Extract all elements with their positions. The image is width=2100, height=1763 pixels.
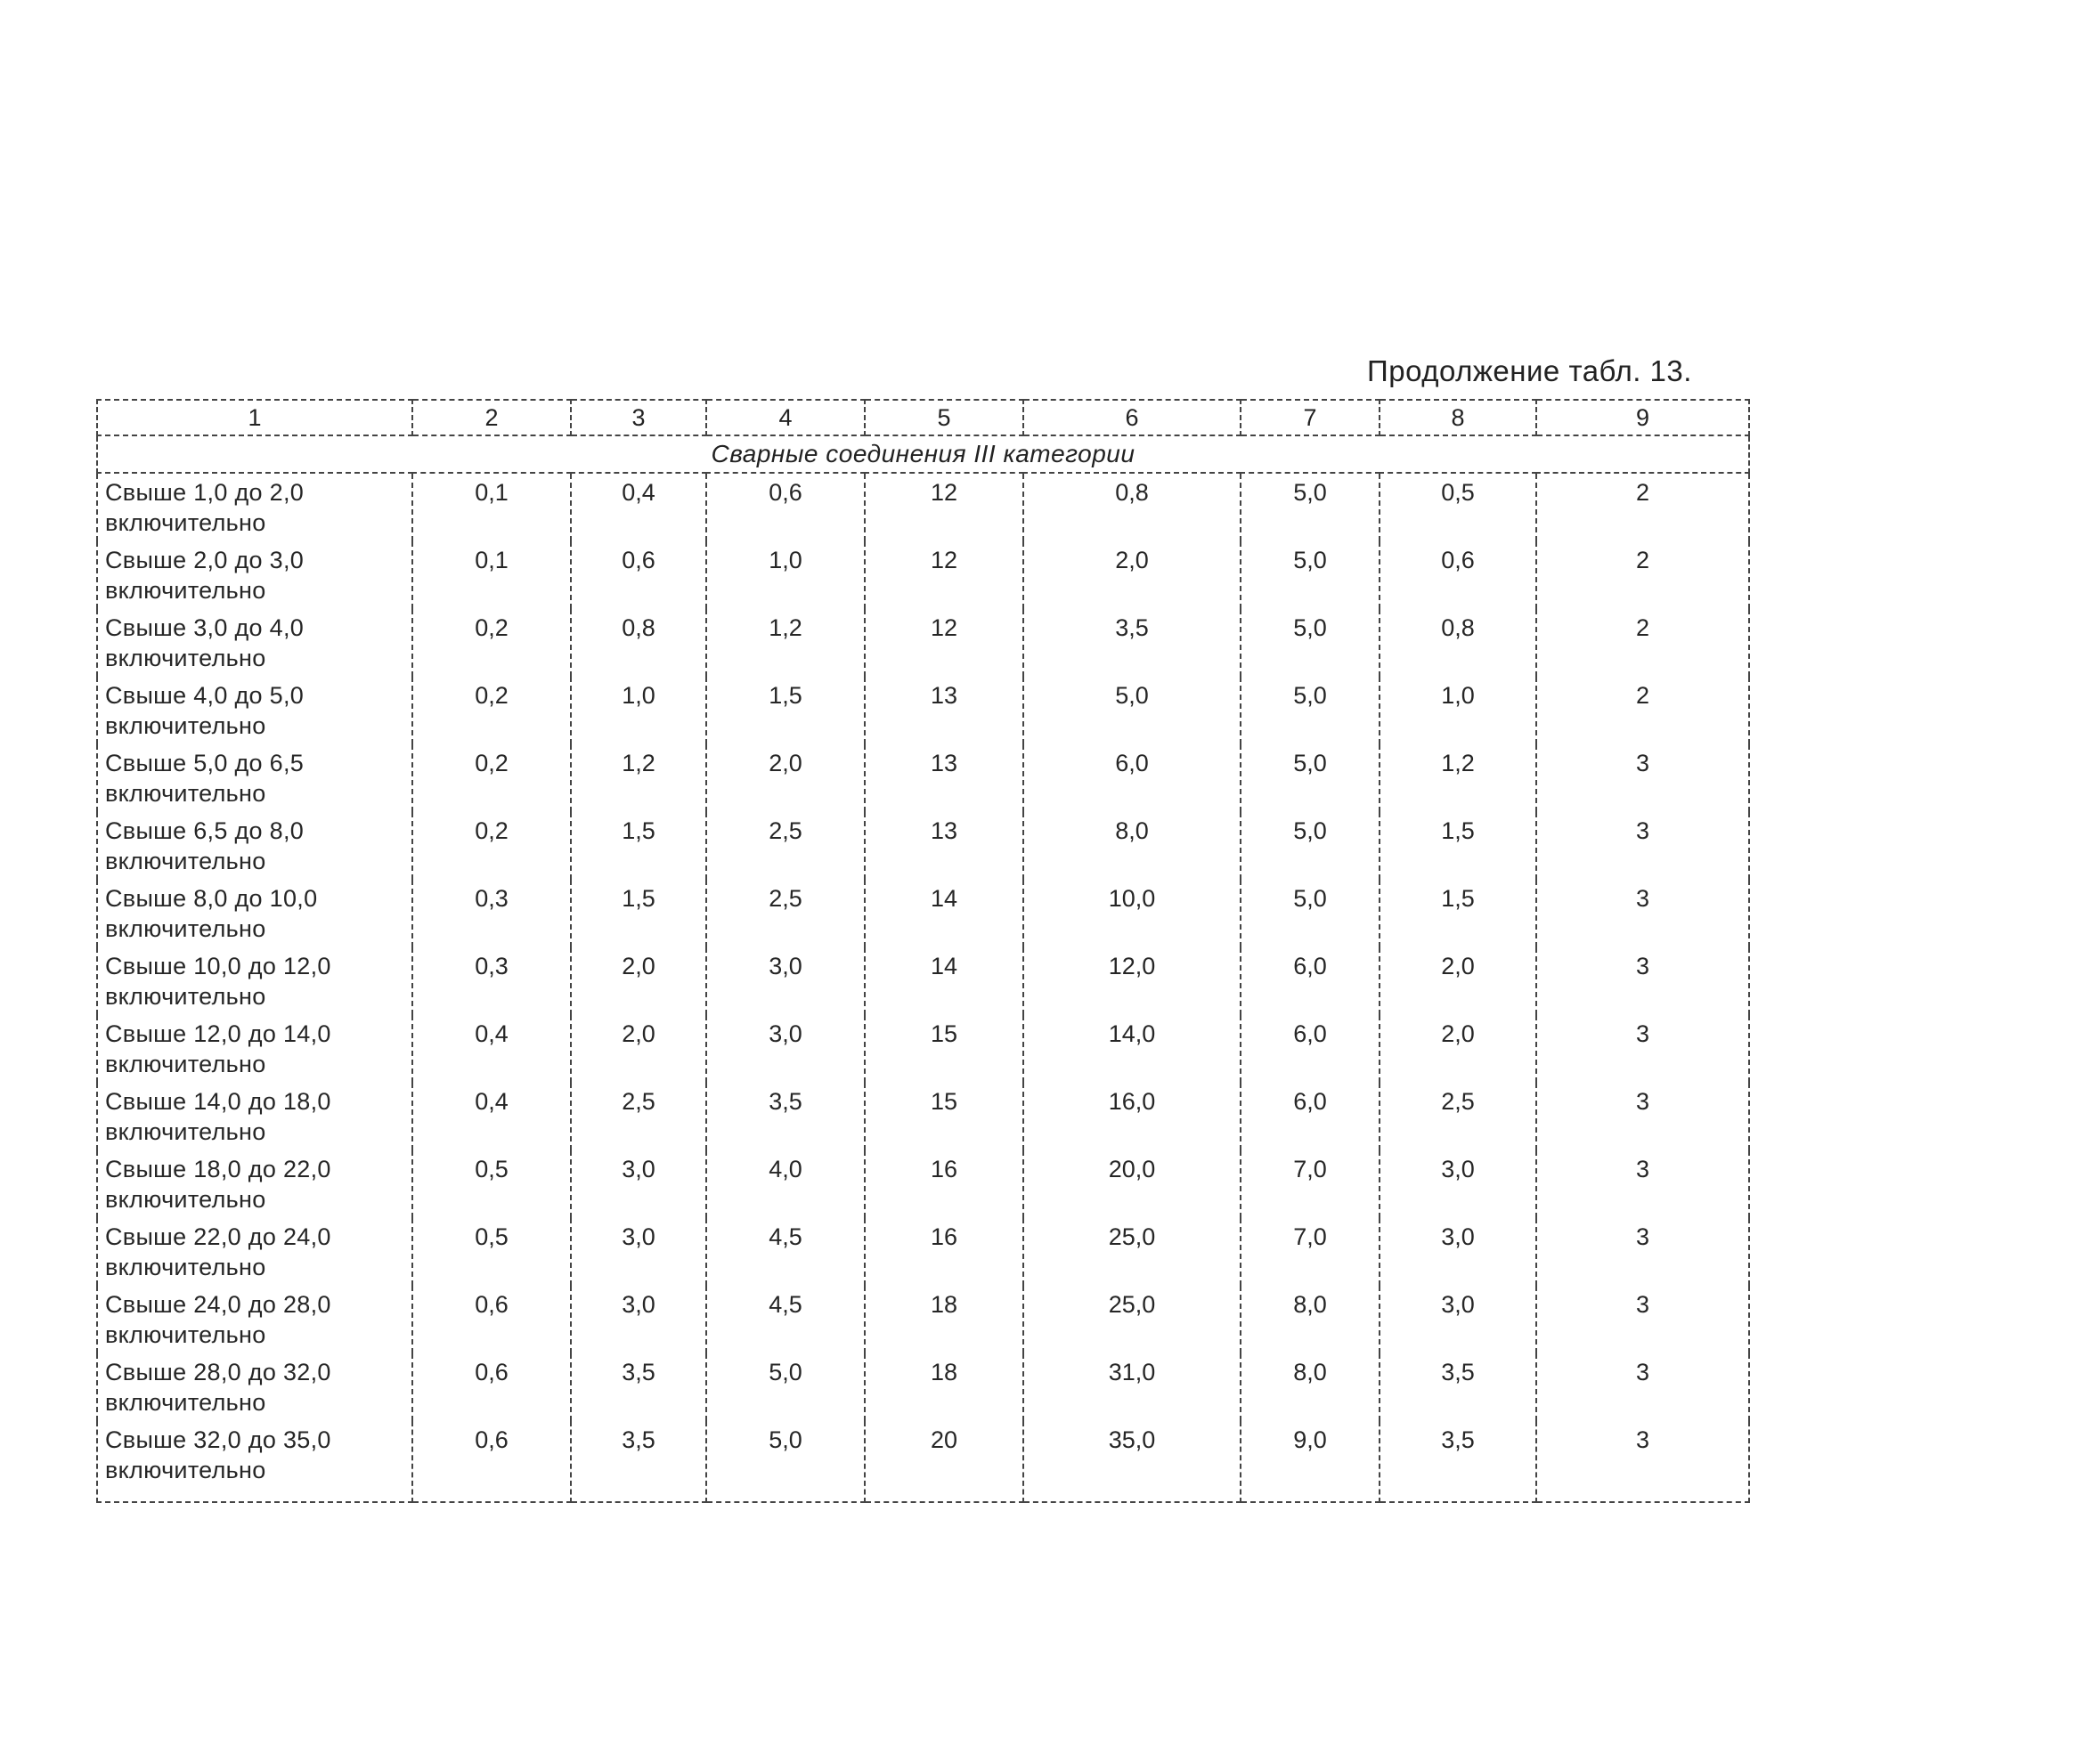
table-cell: 6,0 xyxy=(1023,744,1241,812)
table-cell: 0,8 xyxy=(1380,609,1536,677)
table-cell: 3 xyxy=(1536,1218,1749,1286)
table-cell: 16 xyxy=(865,1218,1023,1286)
table-row xyxy=(97,1083,1749,1150)
table-row xyxy=(97,1286,1749,1353)
table-cell: 2,5 xyxy=(1380,1083,1536,1150)
table-cell: 3 xyxy=(1536,1421,1749,1502)
row-label: Свыше 18,0 до 22,0 включительно xyxy=(97,1150,412,1218)
table-cell: 1,0 xyxy=(1380,677,1536,744)
column-header: 2 xyxy=(412,400,571,435)
table-cell: 3 xyxy=(1536,1150,1749,1218)
table-cell: 18 xyxy=(865,1353,1023,1421)
table-cell: 0,6 xyxy=(571,541,706,609)
row-label: Свыше 24,0 до 28,0 включительно xyxy=(97,1286,412,1353)
table-cell: 6,0 xyxy=(1241,1083,1380,1150)
table-row xyxy=(97,880,1749,947)
table-cell: 1,0 xyxy=(706,541,865,609)
column-header: 8 xyxy=(1380,400,1536,435)
table-cell: 0,8 xyxy=(571,609,706,677)
row-label: Свыше 5,0 до 6,5 включительно xyxy=(97,744,412,812)
table-cell: 3,5 xyxy=(1023,609,1241,677)
table-cell: 1,2 xyxy=(1380,744,1536,812)
table-cell: 14,0 xyxy=(1023,1015,1241,1083)
table-cell: 3,0 xyxy=(1380,1218,1536,1286)
table-cell: 3 xyxy=(1536,880,1749,947)
table-cell: 15 xyxy=(865,1015,1023,1083)
row-label: Свыше 14,0 до 18,0 включительно xyxy=(97,1083,412,1150)
table-cell: 35,0 xyxy=(1023,1421,1241,1502)
table-cell: 3,5 xyxy=(571,1421,706,1502)
table-row xyxy=(97,744,1749,812)
table-cell: 2,0 xyxy=(706,744,865,812)
row-label: Свыше 4,0 до 5,0 включительно xyxy=(97,677,412,744)
row-label: Свыше 3,0 до 4,0 включительно xyxy=(97,609,412,677)
table-cell: 0,4 xyxy=(412,1083,571,1150)
table-cell: 2 xyxy=(1536,609,1749,677)
table-cell: 2,0 xyxy=(1380,1015,1536,1083)
table-cell: 20 xyxy=(865,1421,1023,1502)
table-row xyxy=(97,812,1749,880)
table-cell: 5,0 xyxy=(706,1353,865,1421)
table-cell: 12 xyxy=(865,609,1023,677)
column-header: 9 xyxy=(1536,400,1749,435)
table-cell: 0,6 xyxy=(1380,541,1536,609)
table-cell: 20,0 xyxy=(1023,1150,1241,1218)
table-cell: 0,6 xyxy=(412,1353,571,1421)
column-header: 4 xyxy=(706,400,865,435)
table-cell: 3 xyxy=(1536,1083,1749,1150)
table-cell: 13 xyxy=(865,812,1023,880)
table-cell: 4,5 xyxy=(706,1286,865,1353)
data-table xyxy=(96,399,1750,1503)
table-row xyxy=(97,473,1749,541)
table-cell: 0,1 xyxy=(412,473,571,541)
table-cell: 31,0 xyxy=(1023,1353,1241,1421)
table-cell: 10,0 xyxy=(1023,880,1241,947)
table-cell: 6,0 xyxy=(1241,1015,1380,1083)
table-cell: 4,5 xyxy=(706,1218,865,1286)
table-row xyxy=(97,1218,1749,1286)
table-cell: 3,5 xyxy=(571,1353,706,1421)
table-cell: 7,0 xyxy=(1241,1150,1380,1218)
table-cell: 3,0 xyxy=(706,1015,865,1083)
table-cell: 1,5 xyxy=(706,677,865,744)
table-row xyxy=(97,1150,1749,1218)
table-cell: 8,0 xyxy=(1241,1286,1380,1353)
table-cell: 13 xyxy=(865,744,1023,812)
table-cell: 25,0 xyxy=(1023,1286,1241,1353)
row-label: Свыше 2,0 до 3,0 включительно xyxy=(97,541,412,609)
table-cell: 5,0 xyxy=(1241,744,1380,812)
table-cell: 2 xyxy=(1536,541,1749,609)
table-cell: 0,2 xyxy=(412,677,571,744)
table-cell: 0,3 xyxy=(412,947,571,1015)
table-cell: 15 xyxy=(865,1083,1023,1150)
table-cell: 3,5 xyxy=(1380,1421,1536,1502)
table-cell: 14 xyxy=(865,947,1023,1015)
table-cell: 0,6 xyxy=(412,1421,571,1502)
table-cell: 14 xyxy=(865,880,1023,947)
table-row xyxy=(97,677,1749,744)
row-label: Свыше 22,0 до 24,0 включительно xyxy=(97,1218,412,1286)
column-header: 5 xyxy=(865,400,1023,435)
row-label: Свыше 32,0 до 35,0 включительно xyxy=(97,1421,412,1502)
table-cell: 2,0 xyxy=(571,1015,706,1083)
table-cell: 8,0 xyxy=(1023,812,1241,880)
table-cell: 1,5 xyxy=(571,880,706,947)
table-cell: 2,5 xyxy=(571,1083,706,1150)
row-label: Свыше 10,0 до 12,0 включительно xyxy=(97,947,412,1015)
table-cell: 2 xyxy=(1536,677,1749,744)
table-cell: 3 xyxy=(1536,1286,1749,1353)
table-cell: 3 xyxy=(1536,947,1749,1015)
table-cell: 3,0 xyxy=(1380,1286,1536,1353)
table-cell: 2,0 xyxy=(1380,947,1536,1015)
table-cell: 0,4 xyxy=(571,473,706,541)
row-label: Свыше 1,0 до 2,0 включительно xyxy=(97,473,412,541)
row-label: Свыше 6,5 до 8,0 включительно xyxy=(97,812,412,880)
table-cell: 4,0 xyxy=(706,1150,865,1218)
table-cell: 5,0 xyxy=(1241,812,1380,880)
table-cell: 0,6 xyxy=(412,1286,571,1353)
table-cell: 1,2 xyxy=(706,609,865,677)
table-cell: 9,0 xyxy=(1241,1421,1380,1502)
table-cell: 16 xyxy=(865,1150,1023,1218)
table-cell: 5,0 xyxy=(1023,677,1241,744)
column-header: 6 xyxy=(1023,400,1241,435)
table-cell: 0,2 xyxy=(412,812,571,880)
table-cell: 7,0 xyxy=(1241,1218,1380,1286)
table-cell: 3,0 xyxy=(571,1218,706,1286)
table-cell: 0,6 xyxy=(706,473,865,541)
table-cell: 0,8 xyxy=(1023,473,1241,541)
table-cell: 0,5 xyxy=(412,1150,571,1218)
table-row xyxy=(97,541,1749,609)
column-header: 7 xyxy=(1241,400,1380,435)
table-cell: 1,0 xyxy=(571,677,706,744)
table-row xyxy=(97,609,1749,677)
table-cell: 3 xyxy=(1536,1353,1749,1421)
table-cell: 13 xyxy=(865,677,1023,744)
table-cell: 3,0 xyxy=(571,1286,706,1353)
table-cell: 1,5 xyxy=(1380,880,1536,947)
table-cell: 2,0 xyxy=(571,947,706,1015)
table-cell: 5,0 xyxy=(1241,609,1380,677)
row-label: Свыше 28,0 до 32,0 включительно xyxy=(97,1353,412,1421)
table-cell: 12 xyxy=(865,473,1023,541)
table-cell: 12 xyxy=(865,541,1023,609)
table-cell: 5,0 xyxy=(1241,473,1380,541)
table-cell: 0,3 xyxy=(412,880,571,947)
row-label: Свыше 12,0 до 14,0 включительно xyxy=(97,1015,412,1083)
table-cell: 1,5 xyxy=(571,812,706,880)
table-cell: 25,0 xyxy=(1023,1218,1241,1286)
table-cell: 2,5 xyxy=(706,812,865,880)
table-cell: 3,0 xyxy=(571,1150,706,1218)
table-cell: 1,2 xyxy=(571,744,706,812)
table-cell: 2 xyxy=(1536,473,1749,541)
table-caption: Продолжение табл. 13. xyxy=(1367,354,1692,387)
table-cell: 5,0 xyxy=(1241,880,1380,947)
table-cell: 18 xyxy=(865,1286,1023,1353)
table-cell: 0,5 xyxy=(412,1218,571,1286)
table-cell: 6,0 xyxy=(1241,947,1380,1015)
section-title: Сварные соединения III категории xyxy=(97,435,1749,473)
table-cell: 3 xyxy=(1536,1015,1749,1083)
table-cell: 2,0 xyxy=(1023,541,1241,609)
table-cell: 3,5 xyxy=(706,1083,865,1150)
section-header-row xyxy=(97,435,1749,473)
table-cell: 3,0 xyxy=(706,947,865,1015)
table-row xyxy=(97,1353,1749,1421)
table-cell: 1,5 xyxy=(1380,812,1536,880)
column-number-row xyxy=(97,400,1749,435)
table-row xyxy=(97,1421,1749,1502)
table-cell: 3,5 xyxy=(1380,1353,1536,1421)
table-cell: 0,5 xyxy=(1380,473,1536,541)
table-row xyxy=(97,1015,1749,1083)
table-cell: 2,5 xyxy=(706,880,865,947)
table-cell: 0,1 xyxy=(412,541,571,609)
table-cell: 0,2 xyxy=(412,744,571,812)
table-cell: 3 xyxy=(1536,812,1749,880)
column-header: 1 xyxy=(97,400,412,435)
table-cell: 0,4 xyxy=(412,1015,571,1083)
table-cell: 16,0 xyxy=(1023,1083,1241,1150)
table-cell: 5,0 xyxy=(706,1421,865,1502)
table-cell: 0,2 xyxy=(412,609,571,677)
table-cell: 3 xyxy=(1536,744,1749,812)
table-row xyxy=(97,947,1749,1015)
row-label: Свыше 8,0 до 10,0 включительно xyxy=(97,880,412,947)
column-header: 3 xyxy=(571,400,706,435)
table-cell: 5,0 xyxy=(1241,677,1380,744)
table-cell: 8,0 xyxy=(1241,1353,1380,1421)
table-cell: 12,0 xyxy=(1023,947,1241,1015)
table-cell: 5,0 xyxy=(1241,541,1380,609)
table-cell: 3,0 xyxy=(1380,1150,1536,1218)
